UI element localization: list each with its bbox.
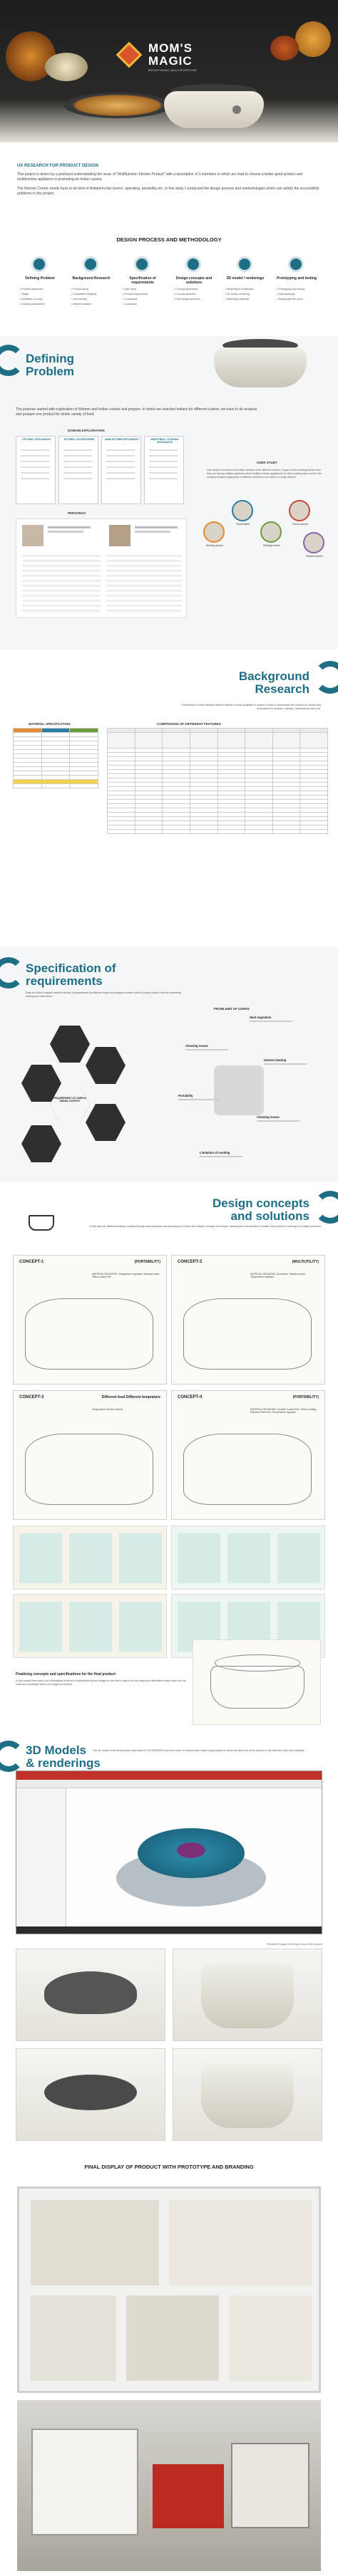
- research-heading: UX RESEARCH FOR PRODUCT DESIGN: [17, 164, 99, 168]
- feature-thumb-mini: [119, 1533, 162, 1583]
- process-step: [16, 256, 64, 328]
- process-step-bullet: • Constraints: [123, 298, 138, 301]
- comparison-cell: [245, 830, 273, 834]
- concepts-section: [0, 1184, 338, 1732]
- concept-name: CONCEPT-2: [178, 1260, 203, 1264]
- process-step: [221, 256, 270, 328]
- concept-name: CONCEPT-3: [19, 1395, 44, 1399]
- domain-box: [144, 436, 184, 504]
- concept-sketch: [183, 1298, 312, 1370]
- spec-ring-icon: [0, 957, 24, 989]
- user-bubble: [289, 500, 310, 521]
- process-steps: [16, 256, 322, 328]
- process-step-title: Design concepts and solutions: [175, 276, 212, 285]
- comparison-cell: [217, 830, 245, 834]
- problems-title: PROBLEMS OF USERS: [214, 1007, 250, 1011]
- hex-tile: [21, 1125, 61, 1162]
- domain-line: [106, 466, 135, 468]
- models-title-l1: 3D Models: [26, 1743, 87, 1757]
- domain-line: [21, 466, 49, 468]
- background-title-l2: Research: [255, 682, 309, 696]
- cad-screenshot: [16, 1771, 322, 1934]
- process-step-title: Specification of requirements: [129, 276, 156, 285]
- background-title-l1: Background: [238, 669, 309, 683]
- comparison-cell: [190, 733, 217, 749]
- domain-line: [149, 472, 178, 474]
- brand-name-line2: MAGIC: [148, 54, 193, 68]
- concept-card: [171, 1390, 325, 1520]
- problem-label: Uneven heating: [264, 1058, 287, 1062]
- brand-tagline: REDEFINING MULTIPURPOSE: [148, 68, 198, 72]
- background-desc: Comparison is done between different kitchen models available in market in order to benchmark the product for market and understand it's features, capacity, materials and the cost.: [181, 704, 321, 710]
- process-step-bullet: • Solution parameters: [20, 303, 45, 306]
- domain-line: [106, 455, 135, 457]
- process-step-bullet: • User need: [123, 288, 136, 291]
- domain-box: [101, 436, 141, 504]
- concept-note: Temperature Section buttons: [92, 1408, 123, 1411]
- process-step-bullet: • Market research: [71, 303, 92, 306]
- material-cell: [70, 784, 98, 788]
- comparison-cell: [217, 733, 245, 749]
- domain-line: [149, 449, 178, 451]
- spec-desc: Data is a final & majorly decided directly & proportioned by different study and analysis problem which is study study & let's be presenting making and meet issue.: [26, 991, 181, 998]
- process-step-bullet: • Testing with the users: [277, 298, 303, 301]
- user-bubble-label: Student women: [306, 555, 323, 558]
- domain-line: [149, 466, 178, 468]
- models-ring-icon: [0, 1741, 24, 1772]
- domain-line: [63, 461, 92, 462]
- domain-box-label: INDUSTRIAL / COOKING APPLIANCES: [150, 438, 179, 444]
- domain-line: [63, 472, 92, 474]
- brand-name-line1: MOM'S: [148, 41, 193, 55]
- final-title: FINAL DISPLAY OF PRODUCT WITH PROTOTYPE AND BRANDING: [84, 2164, 254, 2170]
- hex-center-label: REQUIREMENT OF USER IN INDIAN CONTEXT: [53, 1097, 86, 1102]
- process-step: [170, 256, 218, 328]
- problem-label: Heat regulation: [250, 1016, 272, 1019]
- hex-cluster: [21, 1026, 135, 1161]
- user-study-text: User study is focused to the daily routines of the different women, 3 types of the working women and they are facing multiple problems about multiple kitchen appliances for their cooking style, and for the cooking multiple equipments of different varieties to be used in a single kitchen.: [207, 469, 322, 479]
- user-bubble: [232, 500, 253, 521]
- final-section: [0, 2158, 338, 2576]
- user-bubble-label: Working women: [262, 544, 281, 547]
- process-step-icon: [83, 256, 98, 272]
- process-step-icon: [185, 256, 201, 272]
- domain-box-label: OPTIONS / APPLIANCES: [22, 438, 51, 441]
- process-step-bullet: • Concept selection: [174, 293, 196, 296]
- concept-tag: (PORTABILITY): [292, 1395, 319, 1399]
- comparison-cell: [245, 733, 273, 749]
- process-step-bullet: • Modelling in Solidworks: [225, 288, 254, 291]
- comparison-cell: [163, 733, 190, 749]
- process-step-title: Defining Problem: [25, 276, 55, 281]
- domain-line: [63, 466, 92, 468]
- user-bubbles: [203, 500, 332, 564]
- research-paragraph-1: This project is driven by a profound understanding the issue of "Multifunction Kitchen Product" with a description of 3 members in which are lead to choose a better good product and multifunction appliance in promoting an Indian cuisine.: [17, 172, 303, 182]
- concept-sketch: [25, 1298, 153, 1370]
- personas-label: PERSONAS: [68, 511, 86, 515]
- domain-line: [63, 449, 92, 451]
- user-bubble-label: Working women: [205, 544, 224, 547]
- comparison-cell: [272, 733, 300, 749]
- process-step-bullet: • Competitive Analysis: [71, 293, 97, 296]
- user-study-label: USER STUDY: [257, 461, 278, 464]
- problems-diagram: [171, 1016, 314, 1172]
- problem-line: [185, 1049, 228, 1050]
- finalizing-title: Finalizing concepts and specifications for the final product: [16, 1672, 116, 1677]
- concept-tag: Different food Different temprature: [101, 1395, 160, 1399]
- concepts-desc: In this part we initiated ideating concepts through hand sketches and according to it there are multiple concepts developed, following we had decided to finalize one product to redesign to multiple problems: [89, 1225, 321, 1228]
- problem-label: Portability: [178, 1094, 193, 1097]
- material-table: [13, 728, 98, 788]
- problem-item: [185, 1044, 235, 1063]
- models-desc: The 3D model of the final product was made in SOLIDWORKS and then some of renders were made using keyshot to show the final look of the product in the selected color and materials.: [93, 1749, 305, 1752]
- process-step-bullet: • Problem statement: [20, 288, 43, 291]
- process-step-bullet: • Product requirement: [123, 293, 148, 296]
- domain-exploration: [16, 436, 187, 507]
- process-step: [272, 256, 321, 328]
- process-step: [67, 256, 116, 328]
- spec-section: [0, 947, 338, 1182]
- problem-line: [200, 1156, 242, 1157]
- comparison-cell: [190, 830, 217, 834]
- process-step-bullet: • Concept generation: [174, 288, 198, 291]
- spec-title-l1: Specification of: [26, 961, 116, 975]
- hero-spices: [245, 21, 331, 64]
- final-board: [17, 2186, 321, 2393]
- domain-line: [63, 478, 92, 479]
- process-step-title: Background Research: [72, 276, 111, 281]
- domain-line: [149, 455, 178, 457]
- feature-thumb-mini: [119, 1602, 162, 1652]
- domain-line: [21, 455, 49, 457]
- feature-thumb-mini: [227, 1533, 270, 1583]
- defining-ring-icon: [0, 345, 24, 376]
- hex-tile: [86, 1104, 126, 1141]
- concept-note: MATERIAL REQUIRED: Aluminium, Stainless steel, Temperature regulator: [250, 1273, 306, 1278]
- domain-box: [16, 436, 56, 504]
- domain-box-label: KITCHEN / ACCESSORIES: [63, 438, 95, 441]
- problem-label: Limitation of cooking: [200, 1151, 230, 1154]
- domain-line: [106, 449, 135, 451]
- concept-card: [13, 1255, 167, 1385]
- feature-thumb-mini: [19, 1602, 62, 1652]
- problem-item: [264, 1058, 314, 1077]
- comparison-cell: [300, 733, 328, 749]
- problem-label: Cleaning issues: [185, 1044, 208, 1048]
- domain-line: [149, 478, 178, 479]
- background-section: [0, 654, 338, 946]
- process-step-bullet: • Prototyping and testing: [277, 288, 305, 291]
- concept-name: CONCEPT-1: [19, 1260, 44, 1264]
- hero-section: [0, 0, 338, 142]
- problem-line: [178, 1099, 221, 1100]
- concepts-ring-icon: [314, 1191, 338, 1224]
- process-step: [118, 256, 167, 328]
- defining-appliance: [214, 339, 307, 396]
- models-section: [0, 1735, 338, 2155]
- comparison-cell: [135, 830, 163, 834]
- process-step-bullet: • Modelling materials: [225, 298, 250, 301]
- render-grid: [16, 1943, 322, 2149]
- concept-sketch: [25, 1434, 153, 1505]
- background-ring-icon: [314, 661, 338, 694]
- comparison-cell: [272, 830, 300, 834]
- user-bubble: [303, 532, 324, 553]
- process-title: DESIGN PROCESS AND METHODOLOGY: [116, 236, 222, 243]
- finalizing-text: In this project there was a lot of limitations in terms of manufacturing and budget so we tried to figure out the things and affirmative ideas which we can make as a prototype within our budget as solution.: [16, 1679, 186, 1686]
- comparison-cell: [108, 830, 135, 834]
- process-section: [0, 226, 338, 333]
- defining-desc: The purpose started with exploration of Women and Indian cuisine and prepare. In which we selected Indians for different cuisine, we have to do analysis and prepare one product for whole variety of food.: [16, 407, 257, 417]
- domain-line: [106, 461, 135, 462]
- material-cell: [14, 784, 42, 788]
- comparison-cell: [135, 733, 163, 749]
- hero-appliance: [164, 84, 264, 134]
- comparison-title: COMPARISON OF DIFFERENT FEATURES: [157, 722, 221, 726]
- feature-thumb: [13, 1594, 167, 1658]
- final-photo: [17, 2400, 321, 2571]
- defining-title-l1: Defining: [26, 352, 74, 365]
- feature-thumb: [171, 1526, 325, 1590]
- concepts-title-l2: and solutions: [230, 1209, 309, 1223]
- feature-thumb-mini: [277, 1533, 320, 1583]
- process-step-icon: [134, 256, 150, 272]
- process-step-bullet: • User studies: [71, 298, 88, 301]
- concept-tag: (PORTABILITY): [134, 1260, 160, 1264]
- process-step-bullet: • Final prototype: [277, 293, 296, 296]
- material-cell: [41, 784, 70, 788]
- concepts-title-l1: Design concepts: [212, 1196, 309, 1210]
- defining-title-l2: Problem: [26, 365, 75, 378]
- process-step-title: 3D model / renderings: [226, 276, 265, 281]
- user-bubble: [260, 521, 282, 543]
- process-step-bullet: • Final design selection: [174, 298, 200, 301]
- concept-name: CONCEPT-4: [178, 1395, 203, 1399]
- research-paragraph-2: The Women Centric needs have to be kind of limitations like burner, operating, portability etc. In this study I conducted the design process and methodologies which can satisfy the accessibility problems in this project.: [17, 187, 319, 196]
- spec-title-l2: requirements: [26, 974, 103, 988]
- problem-item: [257, 1115, 307, 1134]
- feature-thumb: [13, 1526, 167, 1590]
- comparison-cell: [300, 830, 328, 834]
- domain-label: DOMAIN EXPLORATION: [68, 429, 105, 432]
- research-intro: [0, 150, 338, 221]
- problem-item: [250, 1016, 299, 1034]
- material-title: MATERIAL SPECIFICATION: [29, 722, 71, 726]
- domain-line: [106, 472, 135, 474]
- models-title-l2: & renderings: [26, 1756, 101, 1770]
- final-sketch: [193, 1639, 321, 1725]
- problem-item: [200, 1151, 250, 1169]
- hero-pan: [64, 93, 171, 127]
- user-bubble: [203, 521, 225, 543]
- domain-line: [149, 461, 178, 462]
- logo-mark-icon: [116, 42, 143, 68]
- feature-thumb-mini: [69, 1602, 112, 1652]
- problem-label: Cleaning issues: [257, 1115, 280, 1119]
- defining-section: [0, 336, 338, 650]
- comparison-table: [107, 728, 328, 834]
- problem-line: [264, 1063, 307, 1065]
- feature-thumb-mini: [19, 1533, 62, 1583]
- domain-box: [58, 436, 98, 504]
- concept-tag: (MULTIUTILITY): [292, 1260, 319, 1264]
- feature-thumb-mini: [69, 1533, 112, 1583]
- hex-tile: [50, 1026, 90, 1063]
- domain-box-label: MAIN KITCHEN APPLIANCES: [105, 438, 139, 441]
- hero-bowls: [6, 24, 98, 88]
- domain-line: [63, 455, 92, 457]
- domain-line: [21, 472, 49, 474]
- process-step-bullet: • 3D model rendering: [225, 293, 250, 296]
- feature-thumb-mini: [178, 1533, 220, 1583]
- concept-card: [13, 1390, 167, 1520]
- process-step-bullet: • Product study: [71, 288, 89, 291]
- concept-card: [171, 1255, 325, 1385]
- domain-line: [21, 478, 49, 479]
- concept-note: MATERIAL REQUIRED: Temperature regulator, Stainless steel, Teflon coated Pan: [92, 1273, 160, 1278]
- process-step-title: Prototyping and testing: [276, 276, 317, 281]
- domain-line: [21, 449, 49, 451]
- problem-item: [178, 1094, 228, 1112]
- hex-tile: [86, 1047, 126, 1084]
- concept-sketch: [183, 1434, 312, 1505]
- process-step-bullet: • Definition of scope: [20, 298, 43, 301]
- comparison-cell: [163, 830, 190, 834]
- process-step-bullet: • Target: [20, 293, 29, 296]
- user-bubble-label: Senior woman: [292, 523, 308, 526]
- concept-note: MATERIAL REQUIRED: Ceramic Coated Pan, Teflon Coating, Stainless Steel tool, Temperature regulator: [250, 1408, 317, 1414]
- process-step-icon: [237, 256, 252, 272]
- render-caption: Rendered images in the final color of the product: [267, 1943, 322, 1946]
- problem-line: [250, 1021, 292, 1022]
- domain-line: [106, 478, 135, 479]
- personas-panel: [16, 518, 187, 618]
- pot-doodle-icon: [29, 1215, 54, 1231]
- process-step-bullet: • Conclusion: [123, 303, 138, 306]
- user-bubble-label: Homemaker: [236, 523, 250, 526]
- domain-line: [21, 461, 49, 462]
- problem-line: [257, 1120, 299, 1122]
- comparison-cell: [108, 733, 135, 749]
- process-step-icon: [288, 256, 304, 272]
- process-step-icon: [31, 256, 47, 272]
- brand-logo: [120, 41, 227, 84]
